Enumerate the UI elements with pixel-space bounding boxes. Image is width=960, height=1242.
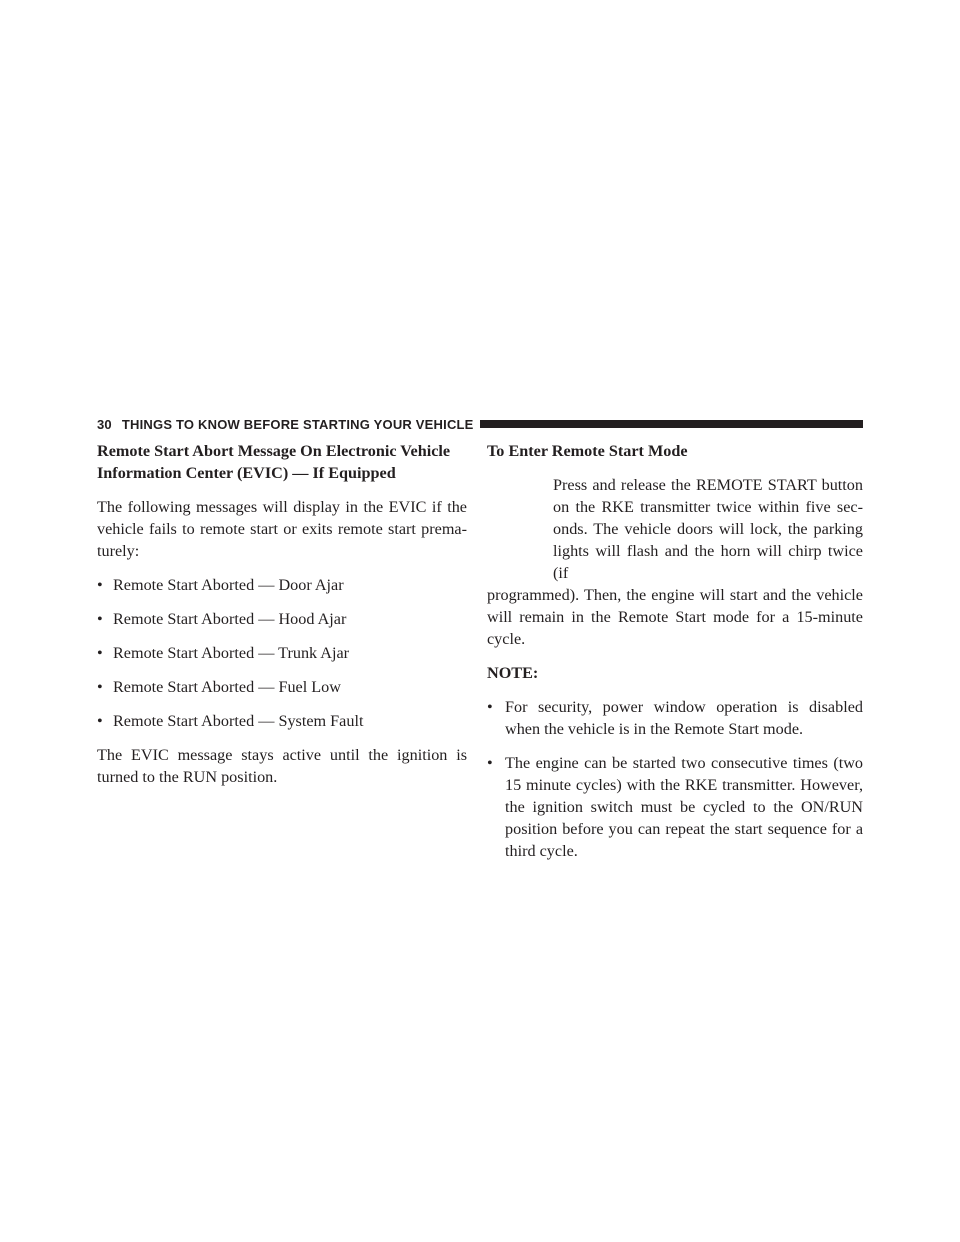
page-number: 30 — [97, 416, 112, 432]
right-column — [487, 440, 863, 874]
abort-message-list — [97, 574, 467, 732]
list-item: • For security, power window operation is disabled when the vehicle is in the Remote Start mode. — [487, 696, 863, 740]
list-item: • The engine can be started two consecutive times (two 15 minute cycles) with the RKE transmitter. However, the ignition switch must be cycled to the ON/RUN position before you can repeat the start sequence for a third cycle. — [487, 752, 863, 862]
abort-message-intro: The following messages will display in the EVIC if the vehicle fails to remote start or exits remote start prema-turely: — [97, 498, 467, 560]
list-item: • Remote Start Aborted — Trunk Ajar — [97, 642, 467, 664]
page-header — [97, 414, 863, 434]
remote-start-indented-text: Press and release the REMOTE START button on the RKE transmitter twice within five sec-onds. The vehicle doors will lock, the parking lights will flash and the horn will chirp twice (if — [553, 476, 863, 582]
list-item: • Remote Start Aborted — Hood Ajar — [97, 608, 467, 630]
header-rule — [480, 420, 863, 428]
abort-message-heading: Remote Start Abort Message On Electronic Vehicle Information Center (EVIC) — If Equipped — [97, 442, 451, 482]
abort-message-closing: The EVIC message stays active until the ignition is turned to the RUN position. — [97, 746, 467, 786]
list-item: • Remote Start Aborted — System Fault — [97, 710, 467, 732]
section-title: THINGS TO KNOW BEFORE STARTING YOUR VEHICLE — [121, 416, 474, 432]
note-label: NOTE: — [487, 664, 539, 682]
note-list — [487, 696, 863, 862]
remote-start-button-icon — [487, 508, 543, 588]
enter-remote-start-heading: To Enter Remote Start Mode — [487, 442, 688, 460]
list-item: • Remote Start Aborted — Door Ajar — [97, 574, 467, 596]
remote-start-continued-text: programmed). Then, the engine will start and the vehicle will remain in the Remote Start mode for a 15-minute cycle. — [487, 586, 863, 648]
list-item: • Remote Start Aborted — Fuel Low — [97, 676, 467, 698]
left-column — [97, 440, 467, 800]
remote-start-instructions — [487, 474, 863, 650]
